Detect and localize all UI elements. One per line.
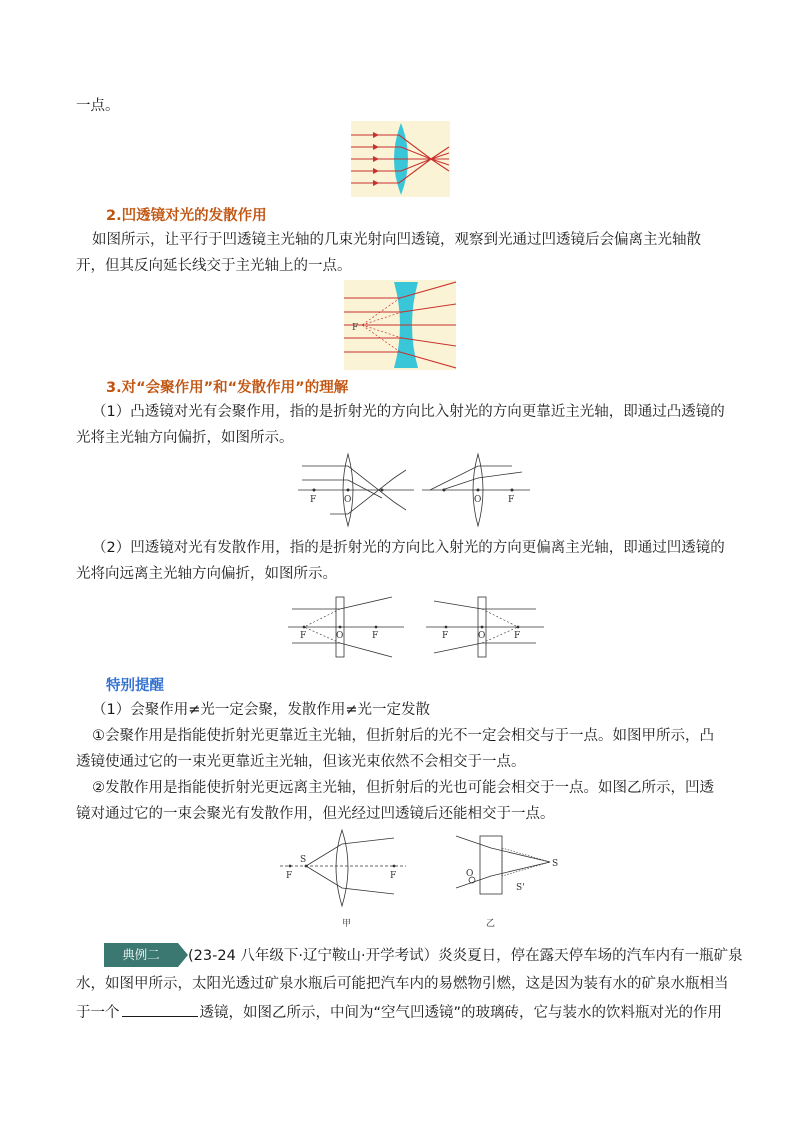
reminder-line4: ②发散作用是指能使折射光更远离主光轴，但折射后的光也可能会相交于一点。如图乙所示，凹透: [92, 780, 714, 796]
f-label-right: F: [508, 495, 515, 505]
o-label-right-concave: O: [478, 631, 486, 641]
answer-blank[interactable]: [122, 1002, 198, 1017]
f-label-left: F: [310, 495, 317, 505]
label-s-yi: S: [552, 859, 559, 869]
reminder-line3: 透镜使通过它的一束光更靠近主光轴，但该光束依然不会相交于一点。: [76, 754, 526, 770]
section3-heading: 3.对“会聚作用”和“发散作用”的理解: [106, 380, 349, 396]
f-label-left2-concave: F: [372, 631, 379, 641]
label-s-jia: S: [300, 855, 307, 865]
example-line3-end: 透镜，如图乙所示，中间为“空气凹透镜”的玻璃砖，它与装水的饮料瓶对光的作用: [199, 1005, 723, 1021]
o-label-left-concave: O: [336, 631, 344, 641]
section3-p2-line1: （2）凹透镜对光有发散作用，指的是折射光的方向比入射光的方向更偏离主光轴，即通过凹透镜的: [92, 540, 725, 556]
convex-lens-converging-figure: [351, 121, 450, 197]
reminder-heading: 特别提醒: [106, 678, 164, 694]
f-label-right-concave: F: [442, 631, 449, 641]
section2-line1: 如图所示，让平行于凹透镜主光轴的几束光射向凹透镜，观察到光通过凹透镜后会偏离主光轴散: [92, 232, 701, 248]
section3-p1-line1: （1）凸透镜对光有会聚作用，指的是折射光的方向比入射光的方向更靠近主光轴，即通过凸透镜的: [92, 404, 725, 420]
f-label-right2-concave: F: [514, 631, 521, 641]
focus-label: F: [352, 323, 359, 333]
reminder-line5: 镜对通过它的一束会聚光有发散作用，但光经过凹透镜后还能相交于一点。: [76, 806, 555, 822]
example-tag: 典例二: [104, 943, 178, 967]
o-label-left: O: [344, 495, 352, 505]
label-f-jia-left: F: [286, 871, 293, 881]
example-line3-start: 于一个: [76, 1005, 120, 1021]
label-f-jia-right: F: [390, 871, 397, 881]
section2-line2: 开，但其反向延长线交于主光轴上的一点。: [76, 258, 352, 274]
convex-lens-pair-figure: [296, 452, 532, 528]
f-label-left-concave: F: [300, 631, 307, 641]
concave-lens-diverging-figure: [344, 280, 456, 370]
concave-lens-pair-figure: [286, 595, 548, 659]
intro-tail-text: 一点。: [76, 98, 120, 114]
example-line3: [76, 1002, 726, 1023]
label-s-prime: S': [516, 883, 525, 893]
o-label-right: O: [474, 495, 482, 505]
caption-yi: 乙: [486, 919, 496, 929]
section3-p1-line2: 光将主光轴方向偏折，如图所示。: [76, 430, 294, 446]
reminder-line2: ①会聚作用是指能使折射光更靠近主光轴，但折射后的光不一定会相交与于一点。如图甲所示，凸: [92, 728, 714, 744]
jia-yi-figure: [276, 828, 576, 932]
caption-jia: 甲: [342, 919, 352, 929]
reminder-line1: （1）会聚作用≠光一定会聚，发散作用≠光一定发散: [92, 702, 431, 718]
label-o-yi: O: [466, 869, 474, 879]
section3-p2-line2: 光将向远离主光轴方向偏折，如图所示。: [76, 566, 337, 582]
example-line1: (23-24 八年级下·辽宁鞍山·开学考试）炎炎夏日，停在露天停车场的汽车内有一瓶矿泉: [188, 948, 743, 964]
example-line2: 水，如图甲所示，太阳光透过矿泉水瓶后可能把汽车内的易燃物引燃，这是因为装有水的矿泉水瓶相当: [76, 976, 729, 992]
section2-heading: 2.凹透镜对光的发散作用: [106, 208, 267, 224]
